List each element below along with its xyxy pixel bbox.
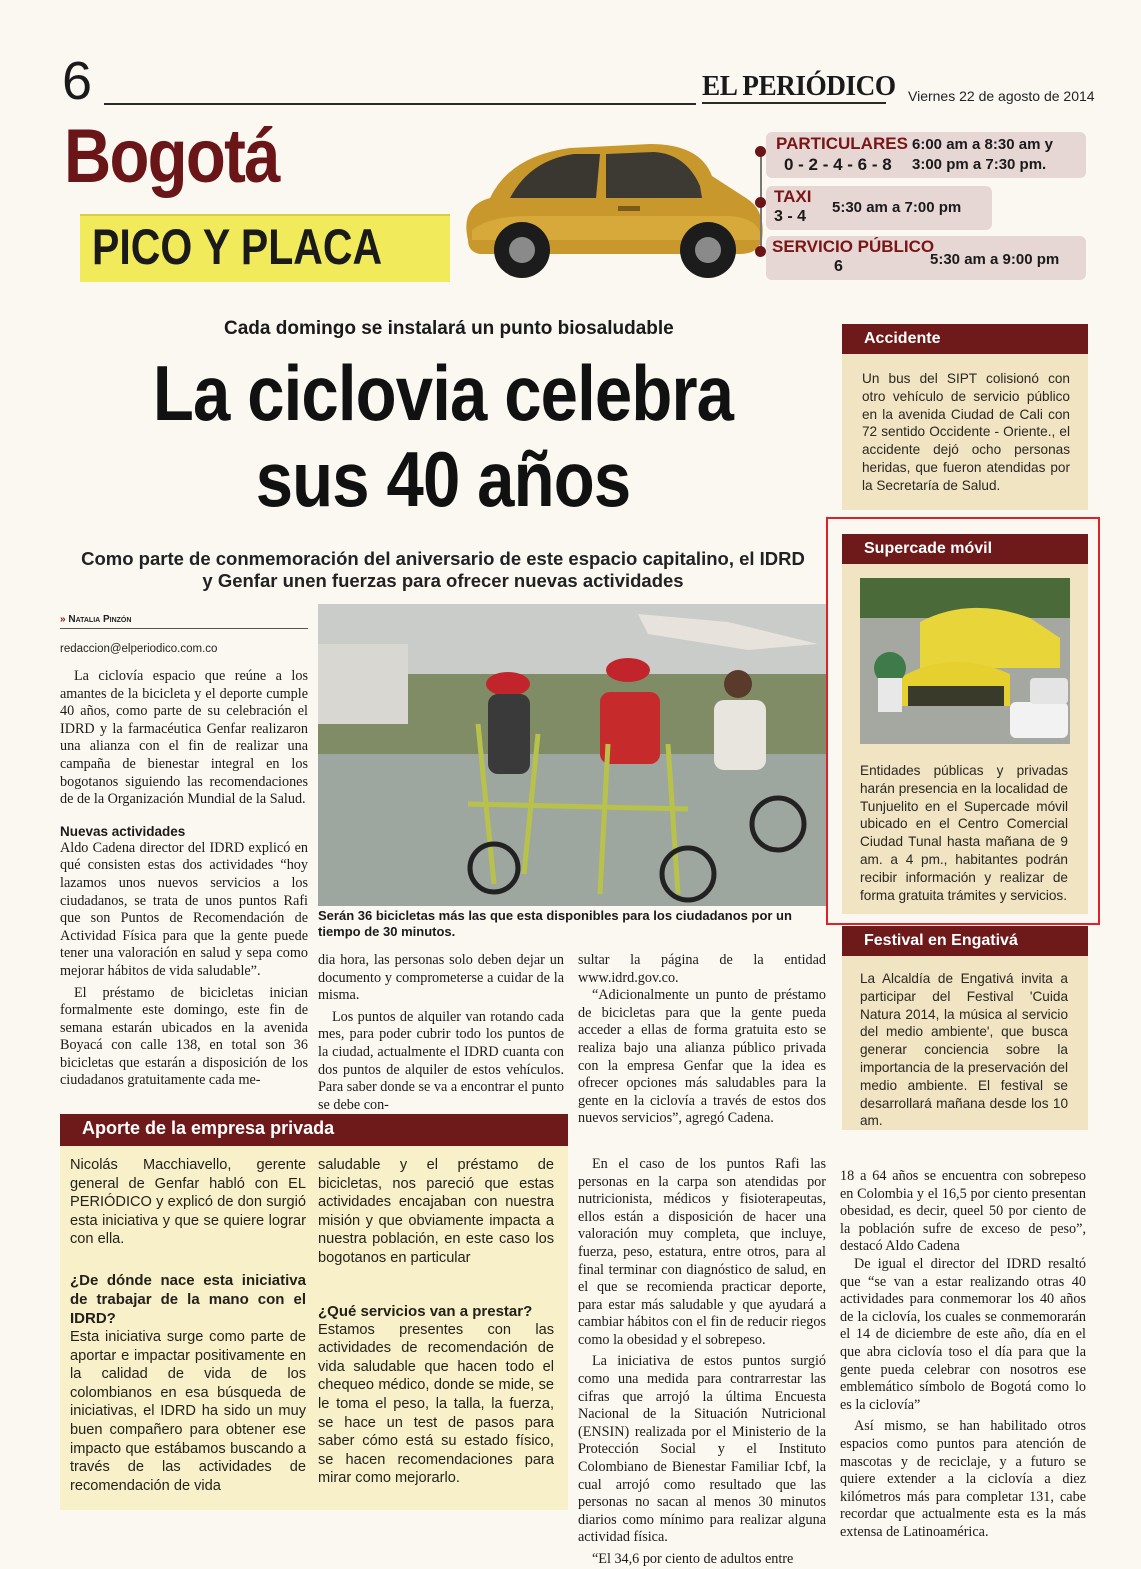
article-kicker: Cada domingo se instalará un punto biosaludable <box>224 318 674 339</box>
bicycle-photo <box>318 604 826 906</box>
paragraph: Los puntos de alquiler van rotando cada mes, para poder cubrir todo los puntos de la ciudad, actualmente el IDRD cuanta con dos puntos de alquiler de estos vehículos. Para saber donde se va a encontrar el punto se debe con- <box>318 1008 564 1113</box>
schedule-hours: 5:30 am a 7:00 pm <box>832 199 962 216</box>
schedule-dot-3 <box>755 246 766 257</box>
deck-line-1: Como parte de conmemoración del aniversario de este espacio capitalino, el IDRD <box>81 548 805 569</box>
interview-question-2: ¿Qué servicios van a prestar? <box>318 1302 533 1320</box>
paragraph: “El 34,6 por ciento de adultos entre <box>592 1551 794 1567</box>
schedule-plates: 3 - 4 <box>774 208 807 225</box>
paragraph: La iniciativa de estos puntos surgió como una medida para contrarrestar las cifras que arrojó la última Encuesta Nacional de la Situación Nutricional (ENSIN) realizada por el Ministerio de la Protección Social y el Instituto Colombiano de Bienestar Familiar Icbf, la cual arrojó como resultado que las personas no sacan al menos 30 minutos diarios como mínimo para realizar alguna actividad física. <box>578 1353 826 1546</box>
byline-arrow: » <box>60 614 66 625</box>
schedule-row-taxi <box>766 186 992 230</box>
schedule-row-particulares <box>766 132 1086 178</box>
paragraph: Así mismo, se han habilitado otros espacios como puntos para atención de mascotas y de reciclaje, y a futuro se quiere extender a la ciclovía a diez kilómetros más para completar 131, cabe recordar que actualmente esta es la más extensa de Latinoamérica. <box>840 1418 1086 1540</box>
interview-left-column <box>70 1156 306 1495</box>
paragraph: Aldo Cadena director del IDRD explicó en qué consisten estas dos actividades “hoy lazamos unos nuevos servicios a los ciudadanos, se trata de unos puntos Rafi que son Puntos de Recomendación de Actividad Física para que la gente puede tener una valoración en salud y sepa como mejorar hábitos de vida saludable”. <box>60 839 308 979</box>
section-title: Bogotá <box>64 114 279 199</box>
sidebar-title-bar <box>842 534 1088 564</box>
article-column-2 <box>318 952 564 1114</box>
interview-title-bar <box>60 1114 568 1146</box>
interview-intro: Nicolás Macchiavello, gerente general de Genfar habló con EL PERIÓDICO y explicó de don surgió esta iniciativa y que se quiere lograr con ella. <box>70 1157 306 1248</box>
paragraph: “Adicionalmente un punto de préstamo de bicicletas para que la gente pueda acceder a ellas de forma gratuita esto se realiza bajo una alianza público privada con la empresa Genfar que la idea es ofrecer opciones más saludables para la gente en la ciclovía a través de estos dos nuevos servicios”, agregó Cadena. <box>578 987 826 1127</box>
paragraph: El préstamo de bicicletas inician formalmente este domingo, este fin de semana estarán ubicados en la avenida Boyacá con calle 138, en total son 36 bicicletas que estarán a disposición de los ciudadanos gratuitamente cada me- <box>60 984 308 1089</box>
byline <box>60 614 131 625</box>
photo-caption: Serán 36 bicicletas más las que esta disponibles para los ciudadanos por un tiempo de 30 minutos. <box>318 908 792 939</box>
article-headline <box>60 350 826 522</box>
masthead: EL PERIÓDICO <box>702 70 896 102</box>
schedule-dot-1 <box>755 146 766 157</box>
schedule-category: SERVICIO PÚBLICO <box>772 237 935 256</box>
interview-question-1: ¿De dónde nace esta iniciativa de trabajar de la mano con el IDRD? <box>70 1271 306 1327</box>
interview-right-column <box>318 1156 554 1488</box>
schedule-plates: 6 <box>834 258 843 275</box>
article-column-4 <box>840 1168 1086 1541</box>
article-column-1 <box>60 668 308 1090</box>
schedule-row-servicio-publico <box>766 236 1086 280</box>
paragraph: sultar la página de la entidad www.idrd.gov.co. <box>578 952 826 986</box>
sidebar-body: Un bus del SIPT colisionó con otro vehículo de servicio público en la avenida Ciudad de Cali con 72 sentido Occidente - Oriente., el accidente dejó ocho personas heridas, que fueron atendidas por la Secretaría de Salud. <box>862 371 1070 493</box>
sidebar-body: Entidades públicas y privadas harán presencia en la localidad de Tunjuelito en el Supercade móvil ubicado en el Centro Comercial Ciudad Tunal hasta mañana de 9 am. a 4 pm., habitantes podrán recibir información y realizar de forma gratuita trámites y servicios. <box>860 763 1068 903</box>
byline-rule <box>60 628 308 629</box>
issue-date: Viernes 22 de agosto de 2014 <box>908 88 1095 104</box>
paragraph: 18 a 64 años se encuentra con sobrepeso en Colombia y el 16,5 por ciento presentan obesidad, es decir, queel 50 por ciento de la población sufre de exceso de peso”, destacó Aldo Cadena <box>840 1168 1086 1255</box>
schedule-dot-2 <box>755 197 766 208</box>
author-email: redaccion@elperiodico.com.co <box>60 643 218 655</box>
headline-line-1: La ciclovia celebra <box>152 349 734 437</box>
sidebar-title-bar <box>842 926 1088 956</box>
paragraph: De igual el director del IDRD resaltó que “se van a estar realizando otras 40 actividades para conmemorar los 40 años de la ciclovía, los cuales se conmemorarán el 14 de diciembre de este año, día en el que abra ciclovía toso el día para que la gente pueda celebrar con nosotros ese emblemático símbolo de Bogotá como lo es la ciclovía” <box>840 1255 1086 1413</box>
sidebar-title: Accidente <box>864 330 941 347</box>
sidebar-title: Supercade móvil <box>864 540 993 557</box>
schedule-category: TAXI <box>774 187 812 206</box>
car-illustration <box>450 136 770 286</box>
supercade-photo <box>860 578 1070 744</box>
byline-author: Natalia Pinzón <box>68 614 132 625</box>
schedule-category: PARTICULARES <box>776 134 908 153</box>
masthead-underline <box>702 102 886 104</box>
schedule-hours: 3:00 pm a 7:30 pm. <box>912 156 1047 173</box>
paragraph: dia hora, las personas solo deben dejar un documento y comprometerse a cuidar de la misma. <box>318 952 564 1004</box>
pico-y-placa-label: PICO Y PLACA <box>92 219 383 275</box>
interview-answer-1-cont: saludable y el préstamo de bicicletas, nos pareció que estas actividades encajaban con nuestra misión y que obviamente impacta a nuestra población, en este caso los bogotanos en particular <box>318 1157 554 1266</box>
page-number: 6 <box>62 51 93 111</box>
headline-line-2: sus 40 años <box>255 435 631 523</box>
interview-answer-2: Estamos presentes con las actividades de recomendación de vida saludable que hacen todo el chequeo médico, donde se mide, se le toma el peso, la talla, la fuerza, se hace un test de pasos para saber cómo está su estado físico, se hacen recomendaciones para mirar como mejorarlo. <box>318 1321 554 1487</box>
header-rule <box>104 103 696 105</box>
deck-line-2: y Genfar unen fuerzas para ofrecer nuevas actividades <box>202 570 684 591</box>
article-column-3 <box>578 952 826 1569</box>
sidebar-title: Festival en Engativá <box>864 932 1018 949</box>
interview-answer-1: Esta iniciativa surge como parte de aportar e impactar positivamente en la calidad de vida de los colombianos en esa búsqueda de iniciativas, el IDRD ha sido un muy buen compañero para obtener ese impacto que estábamos buscando a través de las actividades de recomendación de vida <box>70 1328 306 1494</box>
schedule-hours: 5:30 am a 9:00 pm <box>930 251 1060 268</box>
interview-title: Aporte de la empresa privada <box>82 1118 335 1138</box>
schedule-plates: 0 - 2 - 4 - 6 - 8 <box>784 155 892 174</box>
subhead-nuevas-actividades: Nuevas actividades <box>60 823 186 839</box>
paragraph: En el caso de los puntos Rafi las personas en la carpa son atendidas por nutricionista, médicos y fisioterapeutas, ellos están a disposición de hacer una valoración muy completa, que incluye, fuerza, peso, estatura, entre otros, para al final terminar con diagnóstico de salud, en el que se recomienda practicar deporte, para estar más saludable y que ayudará a cambiar hábitos con el fin de reducir riegos como la obesidad y el sobrepeso. <box>578 1155 826 1348</box>
article-deck <box>60 548 826 592</box>
sidebar-title-bar <box>842 324 1088 354</box>
schedule-hours: 6:00 am a 8:30 am y <box>912 136 1053 153</box>
paragraph: La ciclovía espacio que reúne a los amantes de la bicicleta y el deporte cumple 40 años, como parte de su celebración el IDRD y la farmacéutica Genfar realizaron una alianza con el fin de realizar una campaña de bienestar integral en los bogotanos siguiendo las recomendaciones de de la Organización Mundial de la Salud. <box>60 668 308 808</box>
sidebar-body: La Alcaldía de Engativá invita a participar del Festival 'Cuida Natura 2014, la música al servicio del medio ambiente', que busca generar conciencia sobre la importancia de la preservación del medio ambiente. El festival se desarrollará mañana desde los 10 am. <box>860 971 1068 1129</box>
